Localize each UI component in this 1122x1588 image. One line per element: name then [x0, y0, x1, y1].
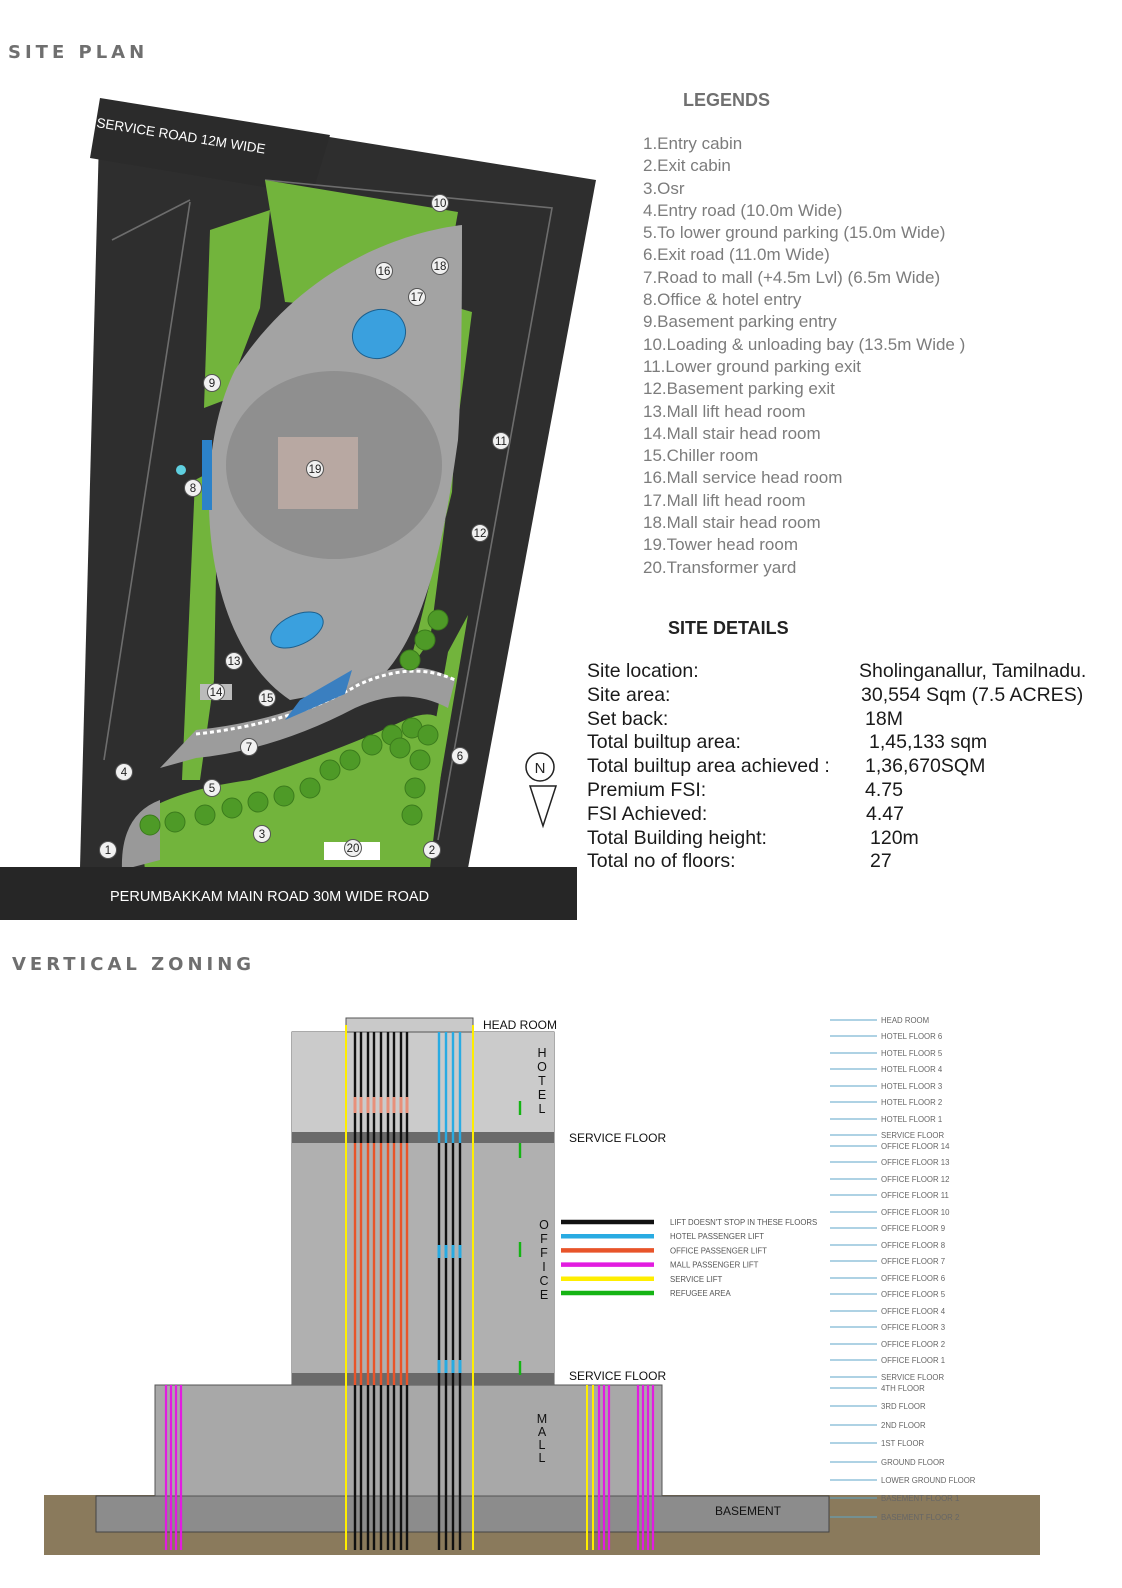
site-detail-value: 4.47 — [866, 802, 904, 825]
plan-marker-number: 19 — [308, 464, 322, 476]
tree — [165, 812, 185, 832]
legend-item: 1.Entry cabin — [643, 134, 743, 153]
site-details-heading: SITE DETAILS — [668, 618, 789, 638]
floor-level-label: BASEMENT FLOOR 2 — [881, 1513, 960, 1522]
floor-level-label: HOTEL FLOOR 3 — [881, 1082, 943, 1091]
floor-level-label: OFFICE FLOOR 3 — [881, 1323, 946, 1332]
site-details-list — [587, 660, 1117, 874]
floor-level-label: HOTEL FLOOR 6 — [881, 1032, 943, 1041]
floor-level-label: OFFICE FLOOR 8 — [881, 1241, 946, 1250]
legend-item: 12.Basement parking exit — [643, 379, 835, 399]
site-detail-row — [587, 779, 1117, 803]
zone-label: HEAD ROOM — [483, 1018, 558, 1032]
tree — [428, 610, 448, 630]
site-detail-label: Total Building height: — [587, 826, 767, 849]
site-plan-drawing — [0, 80, 600, 930]
legend-item: 14.Mall stair head room — [643, 423, 821, 443]
floor-level-label: OFFICE FLOOR 2 — [881, 1340, 946, 1349]
tree — [248, 792, 268, 812]
site-detail-value: 1,45,133 sqm — [869, 731, 988, 754]
lift-key-label: LIFT DOESN'T STOP IN THESE FLOORS — [670, 1218, 818, 1227]
north-arrow — [526, 753, 556, 826]
site-detail-row — [587, 755, 1117, 779]
site-detail-row — [587, 803, 1117, 827]
legend-item: 17.Mall lift head room — [643, 490, 806, 510]
service-floor-lower — [292, 1373, 554, 1385]
zone-label-vertical: H O T E L — [537, 1046, 547, 1116]
floor-level-label: LOWER GROUND FLOOR — [881, 1476, 976, 1485]
tree — [390, 738, 410, 758]
floor-level-label: OFFICE FLOOR 14 — [881, 1142, 950, 1151]
legend-item: 2.Exit cabin — [643, 156, 731, 176]
floor-level-label: OFFICE FLOOR 6 — [881, 1274, 946, 1283]
legend-list — [643, 133, 965, 579]
plan-marker-number: 2 — [428, 845, 436, 857]
site-detail-value: 18M — [865, 707, 903, 730]
office-zone — [292, 1143, 554, 1373]
service-floor-upper — [292, 1132, 554, 1143]
zone-label-vertical: M A L L — [536, 1412, 548, 1465]
site-plan-title: SITE PLAN — [8, 42, 149, 63]
site-detail-label: FSI Achieved: — [587, 802, 708, 825]
site-detail-value: 120m — [870, 826, 919, 849]
tree — [402, 805, 422, 825]
site-detail-label: Total builtup area achieved : — [587, 755, 830, 778]
entry-point-dot — [176, 465, 186, 475]
site-detail-value: 4.75 — [865, 778, 903, 801]
tree — [340, 750, 360, 770]
plan-marker-number: 10 — [433, 198, 447, 210]
tree — [140, 815, 160, 835]
floor-level-label: HOTEL FLOOR 5 — [881, 1049, 943, 1058]
legend-item: 9.Basement parking entry — [643, 312, 837, 332]
lift-key-label: MALL PASSENGER LIFT — [670, 1260, 759, 1270]
plan-marker-number: 8 — [189, 483, 197, 495]
legend-item: 20.Transformer yard — [643, 557, 797, 577]
plan-marker-number: 17 — [410, 292, 424, 304]
legend-item: 4.Entry road (10.0m Wide) — [643, 200, 843, 220]
legend-item: 7.Road to mall (+4.5m Lvl) (6.5m Wide) — [643, 267, 941, 287]
legend-item: 18.Mall stair head room — [643, 513, 821, 533]
legend-item: 8.Office & hotel entry — [643, 290, 802, 310]
floor-level-label: OFFICE FLOOR 12 — [881, 1175, 950, 1184]
site-detail-row — [587, 708, 1117, 732]
vertical-zoning-drawing — [0, 1005, 1122, 1565]
lift-key-label: REFUGEE AREA — [670, 1289, 731, 1298]
legend-item: 13.Mall lift head room — [643, 401, 806, 421]
mall-block — [155, 1385, 662, 1496]
zone-label: BASEMENT — [715, 1504, 782, 1518]
floor-level-label: OFFICE FLOOR 1 — [881, 1356, 946, 1365]
zone-label: SERVICE FLOOR — [569, 1369, 667, 1383]
legend-item: 16.Mall service head room — [643, 468, 843, 488]
plan-marker-number: 9 — [208, 378, 216, 390]
floor-level-label: HOTEL FLOOR 1 — [881, 1115, 943, 1124]
vertical-zoning-title: VERTICAL ZONING — [12, 954, 256, 975]
floor-level-label: OFFICE FLOOR 13 — [881, 1158, 950, 1167]
legend-item: 6.Exit road (11.0m Wide) — [643, 245, 830, 265]
site-detail-label: Total builtup area: — [587, 731, 741, 754]
floor-level-label: OFFICE FLOOR 11 — [881, 1191, 949, 1200]
floor-level-label: OFFICE FLOOR 10 — [881, 1208, 950, 1217]
tree — [195, 805, 215, 825]
hotel-entry-canopy — [202, 440, 212, 510]
plan-marker-number: 16 — [377, 266, 391, 278]
lift-key-label: HOTEL PASSENGER LIFT — [670, 1232, 765, 1242]
floor-level-label: OFFICE FLOOR 9 — [881, 1224, 946, 1233]
legend-item: 11.Lower ground parking exit — [643, 356, 861, 376]
zone-label: SERVICE FLOOR — [569, 1131, 667, 1145]
lift-key-label: SERVICE LIFT — [670, 1274, 723, 1284]
floor-level-label: 3RD FLOOR — [881, 1402, 926, 1411]
site-detail-row — [587, 660, 1117, 684]
zone-label-vertical: O F F I C E — [539, 1218, 549, 1302]
plan-marker-number: 7 — [245, 742, 253, 754]
site-detail-label: Set back: — [587, 707, 669, 730]
floor-level-label: OFFICE FLOOR 5 — [881, 1290, 946, 1299]
main-road-label: PERUMBAKKAM MAIN ROAD 30M WIDE ROAD — [110, 889, 430, 905]
site-detail-value: 1,36,670SQM — [865, 755, 986, 778]
floor-level-label: SERVICE FLOOR — [881, 1131, 945, 1140]
lift-key-label: OFFICE PASSENGER LIFT — [670, 1246, 767, 1256]
legend-item: 19.Tower head room — [643, 535, 798, 555]
floor-level-label: BASEMENT FLOOR 1 — [881, 1494, 960, 1503]
floor-level-label: HOTEL FLOOR 2 — [881, 1098, 943, 1107]
legend-item: 5.To lower ground parking (15.0m Wide) — [643, 223, 946, 243]
floor-level-label: 2ND FLOOR — [881, 1421, 926, 1430]
tree — [405, 778, 425, 798]
tree — [320, 760, 340, 780]
plan-marker-number: 15 — [260, 693, 274, 705]
floor-level-label: HEAD ROOM — [881, 1016, 930, 1025]
site-detail-value: 30,554 Sqm (7.5 ACRES) — [861, 683, 1084, 706]
plan-marker-number: 18 — [433, 261, 447, 273]
floor-level-label: 4TH FLOOR — [881, 1384, 925, 1393]
site-detail-row — [587, 827, 1117, 851]
tree — [222, 798, 242, 818]
plan-marker-number: 14 — [209, 687, 223, 699]
site-detail-label: Site location: — [587, 660, 699, 682]
tree — [400, 650, 420, 670]
lift-key — [561, 1218, 817, 1298]
floor-level-label: GROUND FLOOR — [881, 1458, 945, 1467]
site-detail-row — [587, 850, 1117, 874]
site-detail-label: Total no of floors: — [587, 850, 736, 873]
plan-marker-number: 1 — [104, 845, 112, 857]
legend-item: 3.Osr — [643, 178, 685, 198]
plan-marker-number: 13 — [227, 656, 241, 668]
floor-level-label: OFFICE FLOOR 4 — [881, 1307, 946, 1316]
svg-text:N: N — [534, 760, 546, 777]
plan-marker-number: 3 — [258, 829, 266, 841]
head-room-block — [346, 1018, 473, 1032]
legend-item: 15.Chiller room — [643, 446, 759, 466]
tree — [415, 630, 435, 650]
tree — [300, 778, 320, 798]
plan-marker-number: 5 — [208, 783, 216, 795]
floor-level-list — [830, 1016, 976, 1522]
plan-marker-number: 4 — [120, 767, 128, 779]
floor-level-label: HOTEL FLOOR 4 — [881, 1065, 943, 1074]
plan-marker-number: 20 — [346, 843, 360, 855]
site-detail-row — [587, 731, 1117, 755]
tree — [362, 735, 382, 755]
floor-level-label: 1ST FLOOR — [881, 1439, 925, 1448]
floor-level-label: OFFICE FLOOR 7 — [881, 1257, 946, 1266]
plan-marker-number: 11 — [495, 436, 507, 448]
site-detail-value: Sholinganallur, Tamilnadu. — [859, 660, 1087, 682]
tree — [274, 786, 294, 806]
site-detail-label: Premium FSI: — [587, 778, 707, 801]
site-detail-value: 27 — [870, 850, 892, 873]
plan-marker-number: 6 — [456, 751, 464, 763]
tree — [418, 725, 438, 745]
plan-marker-number: 12 — [473, 528, 487, 540]
site-detail-row — [587, 684, 1117, 708]
tree — [410, 750, 430, 770]
service-road-label: SERVICE ROAD 12M WIDE — [95, 115, 267, 157]
floor-level-label: SERVICE FLOOR — [881, 1373, 945, 1382]
legend-item: 10.Loading & unloading bay (13.5m Wide ) — [643, 334, 966, 354]
hotel-zone — [292, 1032, 554, 1132]
site-detail-label: Site area: — [587, 683, 671, 706]
legends-heading: LEGENDS — [683, 90, 771, 110]
